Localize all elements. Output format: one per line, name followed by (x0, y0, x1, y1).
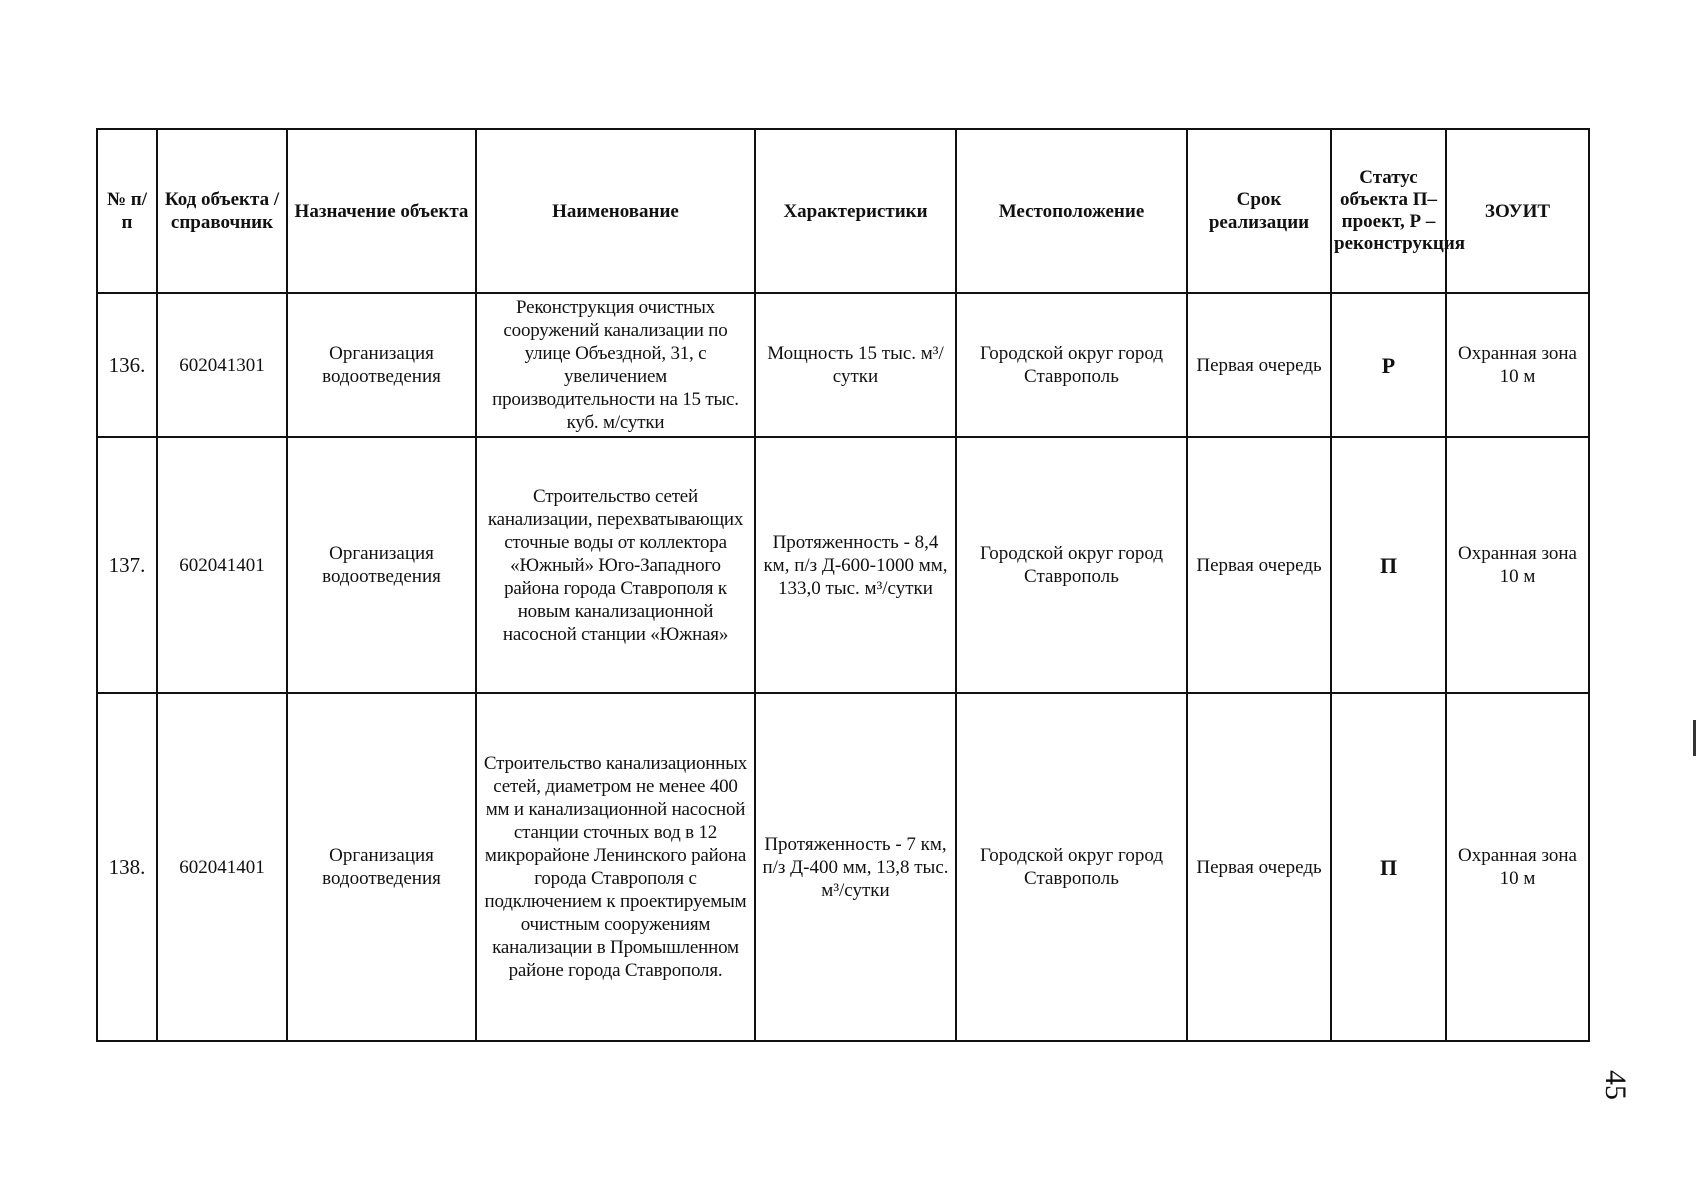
header-number: № п/п (97, 129, 157, 293)
object-purpose: Организация водоотведения (287, 293, 476, 437)
row-number: 136. (97, 293, 157, 437)
row-number: 138. (97, 693, 157, 1041)
table-row (97, 293, 1589, 437)
row-number: 137. (97, 437, 157, 693)
object-term: Первая очередь (1187, 693, 1331, 1041)
table-row (97, 693, 1589, 1041)
object-code: 602041301 (157, 293, 287, 437)
object-zouit: Охранная зона 10 м (1446, 437, 1589, 693)
object-zouit: Охранная зона 10 м (1446, 293, 1589, 437)
object-location: Городской округ город Ставрополь (956, 693, 1187, 1041)
object-location: Городской округ город Ставрополь (956, 437, 1187, 693)
table-header-row (97, 129, 1589, 293)
header-location: Местоположение (956, 129, 1187, 293)
object-location: Городской округ город Ставрополь (956, 293, 1187, 437)
object-status: П (1331, 693, 1446, 1041)
header-purpose: Назначение объекта (287, 129, 476, 293)
table-row (97, 437, 1589, 693)
object-name: Реконструкция очистных сооружений канализации по улице Объездной, 31, с увеличением производительности на 15 тыс. куб. м/сутки (476, 293, 755, 437)
object-purpose: Организация водоотведения (287, 437, 476, 693)
object-name: Строительство сетей канализации, перехватывающих сточные воды от коллектора «Южный» Юго-Западного района города Ставрополя к новым канализационной насосной станции «Южная» (476, 437, 755, 693)
object-name: Строительство канализационных сетей, диаметром не менее 400 мм и канализационной насосной станции сточных вод в 12 микрорайоне Ленинского района города Ставрополя с подключением к проектируемым очистным сооружениям канализации в Промышленном районе города Ставрополя. (476, 693, 755, 1041)
header-name: Наименование (476, 129, 755, 293)
header-zouit: ЗОУИТ (1446, 129, 1589, 293)
object-status: П (1331, 437, 1446, 693)
object-code: 602041401 (157, 693, 287, 1041)
header-term: Срок реализации (1187, 129, 1331, 293)
object-purpose: Организация водоотведения (287, 693, 476, 1041)
object-code: 602041401 (157, 437, 287, 693)
page-number: 45 (1599, 1070, 1632, 1100)
object-zouit: Охранная зона 10 м (1446, 693, 1589, 1041)
infrastructure-table (96, 128, 1590, 1042)
scan-edge-mark (1693, 720, 1696, 756)
header-characteristics: Характеристики (755, 129, 956, 293)
object-status: Р (1331, 293, 1446, 437)
object-characteristics: Протяженность - 7 км, п/з Д-400 мм, 13,8 тыс. м³/сутки (755, 693, 956, 1041)
header-code: Код объекта / справочник (157, 129, 287, 293)
object-term: Первая очередь (1187, 437, 1331, 693)
header-status: Статус объекта П– проект, Р – реконструкция (1331, 129, 1446, 293)
object-characteristics: Мощность 15 тыс. м³/сутки (755, 293, 956, 437)
object-term: Первая очередь (1187, 293, 1331, 437)
object-characteristics: Протяженность - 8,4 км, п/з Д-600-1000 мм, 133,0 тыс. м³/сутки (755, 437, 956, 693)
